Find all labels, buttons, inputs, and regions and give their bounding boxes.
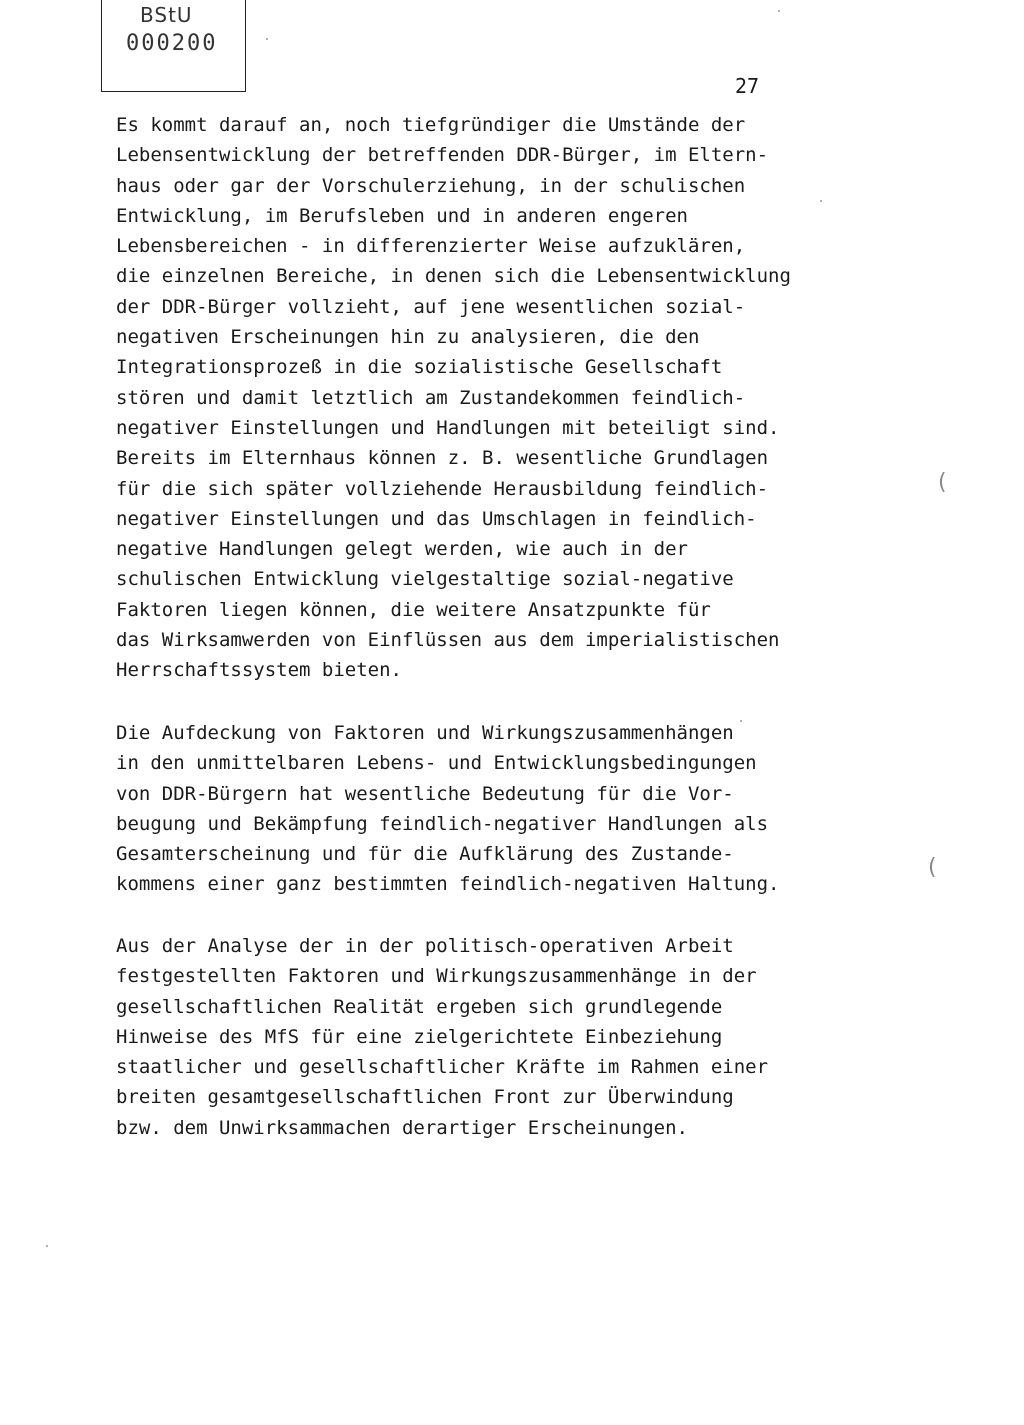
margin-mark: ( — [938, 470, 947, 495]
text-line: Faktoren liegen können, die weitere Ansatzpunkte für — [116, 598, 711, 621]
text-line: negativen Erscheinungen hin zu analysieren, die den — [116, 326, 700, 349]
text-line: die einzelnen Bereiche, in denen sich die Lebensentwicklung — [116, 265, 791, 288]
paragraph-2 — [116, 718, 779, 900]
paragraph-3 — [116, 931, 768, 1143]
text-line: staatlicher und gesellschaftlicher Kräfte im Rahmen einer — [116, 1056, 769, 1079]
stamp-title: BStU — [140, 3, 193, 27]
text-line: Lebensbereichen - in differenzierter Weise aufzuklären, — [116, 235, 746, 258]
text-line: stören und damit letztlich am Zustandekommen feindlich- — [116, 386, 746, 409]
text-line: für die sich später vollziehende Herausbildung feindlich- — [116, 477, 769, 500]
scan-speck — [740, 720, 742, 722]
text-line: Es kommt darauf an, noch tiefgründiger die Umstände der — [116, 114, 746, 136]
text-line: bzw. dem Unwirksammachen derartiger Erscheinungen. — [116, 1116, 688, 1139]
text-line: schulischen Entwicklung vielgestaltige sozial-negative — [116, 568, 734, 591]
text-line: Integrationsprozeß in die sozialistische Gesellschaft — [116, 356, 723, 379]
text-line: Bereits im Elternhaus können z. B. wesentliche Grundlagen — [116, 447, 769, 470]
text-line: negative Handlungen gelegt werden, wie auch in der — [116, 538, 688, 561]
text-line: festgestellten Faktoren und Wirkungszusammenhänge in der — [116, 965, 757, 988]
scan-speck — [778, 10, 780, 12]
text-line: Entwicklung, im Berufsleben und in anderen engeren — [116, 204, 688, 227]
scan-speck — [266, 38, 268, 40]
text-line: Hinweise des MfS für eine zielgerichtete Einbeziehung — [116, 1025, 723, 1048]
text-line: negativer Einstellungen und Handlungen mit beteiligt sind. — [116, 416, 780, 439]
text-line: von DDR-Bürgern hat wesentliche Bedeutung für die Vor- — [116, 782, 734, 805]
text-line: in den unmittelbaren Lebens- und Entwicklungsbedingungen — [116, 752, 757, 775]
scan-speck — [820, 200, 822, 202]
page-number: 27 — [735, 74, 760, 98]
text-line: kommens einer ganz bestimmten feindlich-negativen Haltung. — [116, 873, 780, 896]
text-line: haus oder gar der Vorschulerziehung, in der schulischen — [116, 174, 746, 197]
text-line: Herrschaftssystem bieten. — [116, 659, 402, 682]
text-line: das Wirksamwerden von Einflüssen aus dem imperialistischen — [116, 629, 780, 652]
paragraph-1 — [116, 110, 791, 686]
archive-stamp — [101, 0, 246, 92]
text-line: Lebensentwicklung der betreffenden DDR-Bürger, im Eltern- — [116, 144, 769, 167]
text-line: Die Aufdeckung von Faktoren und Wirkungszusammenhängen — [116, 722, 734, 744]
text-line: gesellschaftlichen Realität ergeben sich grundlegende — [116, 995, 723, 1018]
text-line: negativer Einstellungen und das Umschlagen in feindlich- — [116, 507, 757, 530]
text-line: breiten gesamtgesellschaftlichen Front zur Überwindung — [116, 1086, 734, 1109]
scan-speck — [46, 1245, 48, 1247]
margin-mark: ( — [928, 855, 937, 880]
text-line: beugung und Bekämpfung feindlich-negativer Handlungen als — [116, 812, 769, 835]
text-line: der DDR-Bürger vollzieht, auf jene wesentlichen sozial- — [116, 295, 746, 318]
text-line: Gesamterscheinung und für die Aufklärung des Zustande- — [116, 843, 734, 866]
stamp-number: 000200 — [126, 31, 218, 56]
text-line: Aus der Analyse der in der politisch-operativen Arbeit — [116, 935, 734, 957]
